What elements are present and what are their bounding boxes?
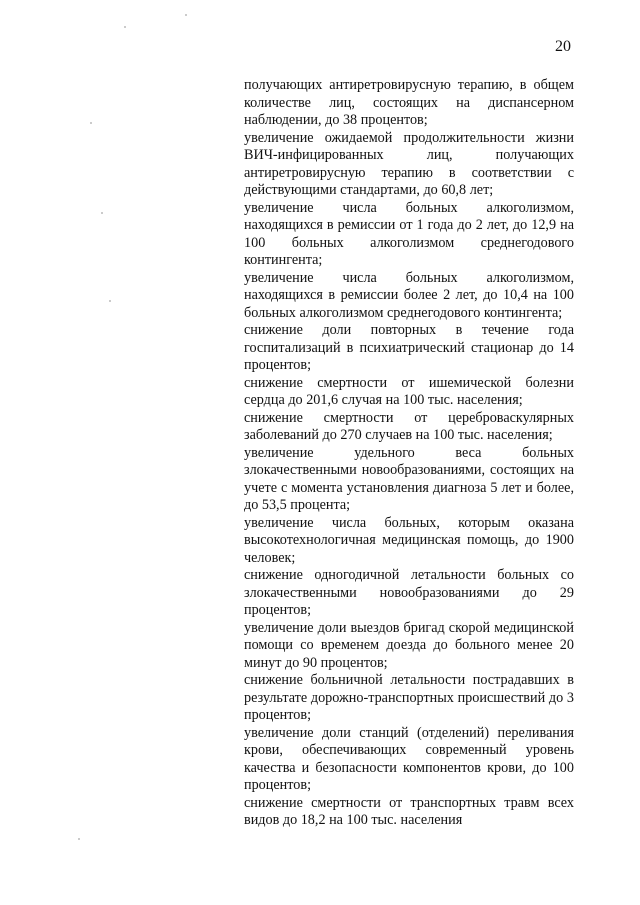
list-item: снижение больничной летальности пострадавших в результате дорожно-транспортных происшествий до 3 процентов;: [244, 672, 574, 723]
scan-speck: [78, 838, 80, 840]
scan-speck: [90, 122, 92, 124]
page-number: 20: [555, 38, 571, 55]
list-item: увеличение числа больных алкоголизмом, находящихся в ремиссии более 2 лет, до 10,4 на 100 больных алкоголизмом среднегодового контингента;: [244, 269, 574, 321]
scan-speck: [109, 300, 111, 302]
list-item: увеличение ожидаемой продолжительности жизни ВИЧ-инфицированных лиц, получающих антиретровирусную терапию в соответствии с действующими стандартами, до 60,8 лет;: [244, 129, 574, 198]
list-item: снижение одногодичной летальности больных со злокачественными новообразованиями до 29 процентов;: [244, 567, 574, 618]
scan-speck: [185, 14, 187, 16]
document-body: [244, 77, 574, 830]
list-item: снижение смертности от транспортных травм всех видов до 18,2 на 100 тыс. населения: [244, 794, 574, 828]
list-item: получающих антиретровирусную терапию, в общем количестве лиц, состоящих на диспансерном наблюдении, до 38 процентов;: [244, 77, 574, 128]
scan-speck: [124, 26, 126, 28]
list-item: увеличение числа больных, которым оказана высокотехнологичная медицинская помощь, до 1900 человек;: [244, 514, 574, 566]
list-item: увеличение доли станций (отделений) переливания крови, обеспечивающих современный уровень качества и безопасности компонентов крови, до 100 процентов;: [244, 724, 574, 793]
list-item: снижение смертности от цереброваскулярных заболеваний до 270 случаев на 100 тыс. населения;: [244, 409, 574, 443]
list-item: снижение доли повторных в течение года госпитализаций в психиатрический стационар до 14 процентов;: [244, 322, 574, 373]
list-item: увеличение доли выездов бригад скорой медицинской помощи со временем доезда до больного менее 20 минут до 90 процентов;: [244, 619, 574, 671]
scan-speck: [101, 212, 103, 214]
list-item: снижение смертности от ишемической болезни сердца до 201,6 случая на 100 тыс. населения;: [244, 374, 574, 408]
list-item: увеличение удельного веса больных злокачественными новообразованиями, состоящих на учете с момента установления диагноза 5 лет и более, до 53,5 процента;: [244, 444, 574, 513]
list-item: увеличение числа больных алкоголизмом, находящихся в ремиссии от 1 года до 2 лет, до 12,9 на 100 больных алкоголизмом среднегодового контингента;: [244, 199, 574, 268]
